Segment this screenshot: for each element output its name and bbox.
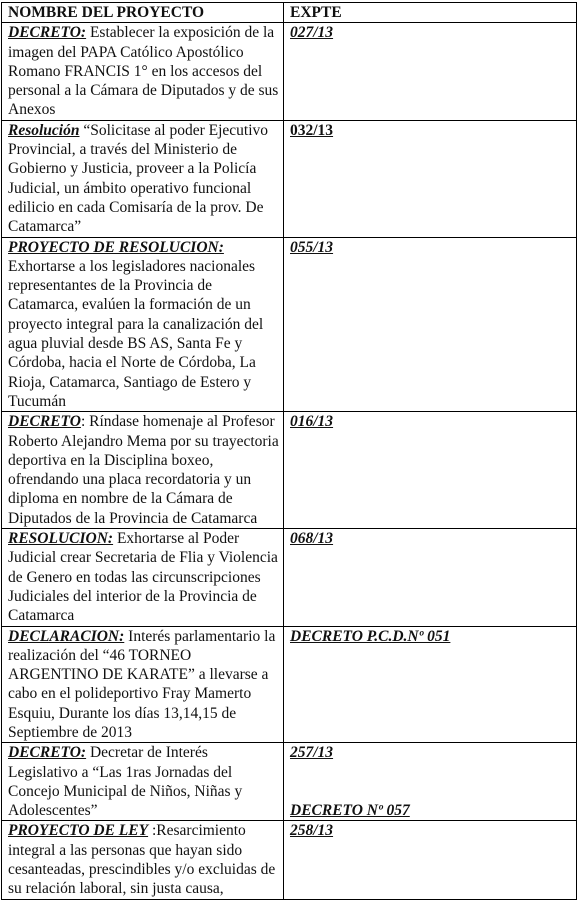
expte-cell [284, 529, 577, 626]
project-type: DECRETO: [8, 744, 87, 762]
project-type: DECRETO: [8, 24, 87, 42]
project-cell [2, 237, 284, 412]
expte-cell [284, 237, 577, 412]
expte-number: 032/13 [290, 121, 334, 139]
project-cell [2, 120, 284, 237]
table-row [2, 743, 577, 821]
project-description: :Resarcimiento integral a las personas que hayan sido cesanteadas, prescindibles y/o excluidas de su relación laboral, sin justa causa, [8, 822, 276, 898]
project-description: Interés parlamentario la realización del “46 TORNEO ARGENTINO DE KARATE” a llevarse a cabo en el polideportivo Fray Mamerto Esquiu, Durante los días 13,14,15 de Septiembre de 2013 [8, 627, 276, 741]
project-cell [2, 626, 284, 743]
project-type: DECRETO [8, 413, 81, 431]
expte-number: 016/13 [290, 413, 334, 431]
table-row [2, 23, 577, 120]
project-description: Exhortarse al Poder Judicial crear Secretaria de Flia y Violencia de Genero en todas las circunscripciones Judiciales del interior de la Provincia de Catamarca [8, 530, 278, 625]
expte-number: 055/13 [290, 238, 334, 256]
expte-cell [284, 120, 577, 237]
expte-number: 258/13 [290, 822, 334, 840]
project-cell [2, 821, 284, 899]
expte-number: 257/13 [290, 744, 334, 762]
table-row [2, 821, 577, 899]
project-description: Establecer la exposición de la imagen del PAPA Católico Apostólico Romano FRANCIS 1° en los accesos del personal a la Cámara de Diputados y de sus Anexos [8, 24, 279, 119]
expte-cell [284, 23, 577, 120]
table-row [2, 412, 577, 529]
project-cell [2, 529, 284, 626]
table-row [2, 120, 577, 237]
project-cell [2, 743, 284, 821]
expte-cell [284, 821, 577, 899]
project-description: Exhortarse a los legisladores nacionales representantes de la Provincia de Catamarca, evalúen la formación de un proyecto integral para la canalización del agua pluvial desde BS AS, Santa Fe y Córdoba, hacia el Norte de Córdoba, La Rioja, Catamarca, Santiago de Estero y Tucumán [8, 257, 264, 410]
project-type: Resolución [8, 121, 80, 139]
project-type: DECLARACION: [8, 627, 125, 645]
header-name: NOMBRE DEL PROYECTO [2, 3, 284, 23]
expte-decree: DECRETO Nº 057 [290, 801, 410, 819]
project-type: RESOLUCION: [8, 530, 114, 548]
expte-cell [284, 626, 577, 743]
project-description: “Solicitase al poder Ejecutivo Provincial, a través del Ministerio de Gobierno y Justicia, proveer a la Policía Judicial, un ámbito operativo funcional edilicio en cada Comisaría de la prov. De Catamarca” [8, 121, 269, 236]
expte-number: 068/13 [290, 530, 334, 548]
table-row [2, 237, 577, 412]
header-row [2, 3, 577, 23]
expte-cell [284, 412, 577, 529]
table-row [2, 529, 577, 626]
expte-number: DECRETO P.C.D.Nº 051 [290, 627, 451, 645]
table-row [2, 626, 577, 743]
projects-table [1, 2, 577, 900]
project-cell [2, 23, 284, 120]
project-cell [2, 412, 284, 529]
project-description: Decretar de Interés Legislativo a “Las 1ras Jornadas del Concejo Municipal de Niños, Niñas y Adolescentes” [8, 744, 243, 820]
header-expte: EXPTE [284, 3, 577, 23]
project-type: PROYECTO DE LEY [8, 822, 149, 840]
expte-number: 027/13 [290, 24, 334, 42]
project-type: PROYECTO DE RESOLUCION: [8, 238, 224, 256]
project-description: : Ríndase homenaje al Profesor Roberto Alejandro Mema por su trayectoria deportiva en la Disciplina boxeo, ofrendando una placa recordatoria y un diploma en nombre de la Cámara de Diputados de la Provincia de Catamarca [8, 413, 279, 527]
expte-cell [284, 743, 577, 821]
